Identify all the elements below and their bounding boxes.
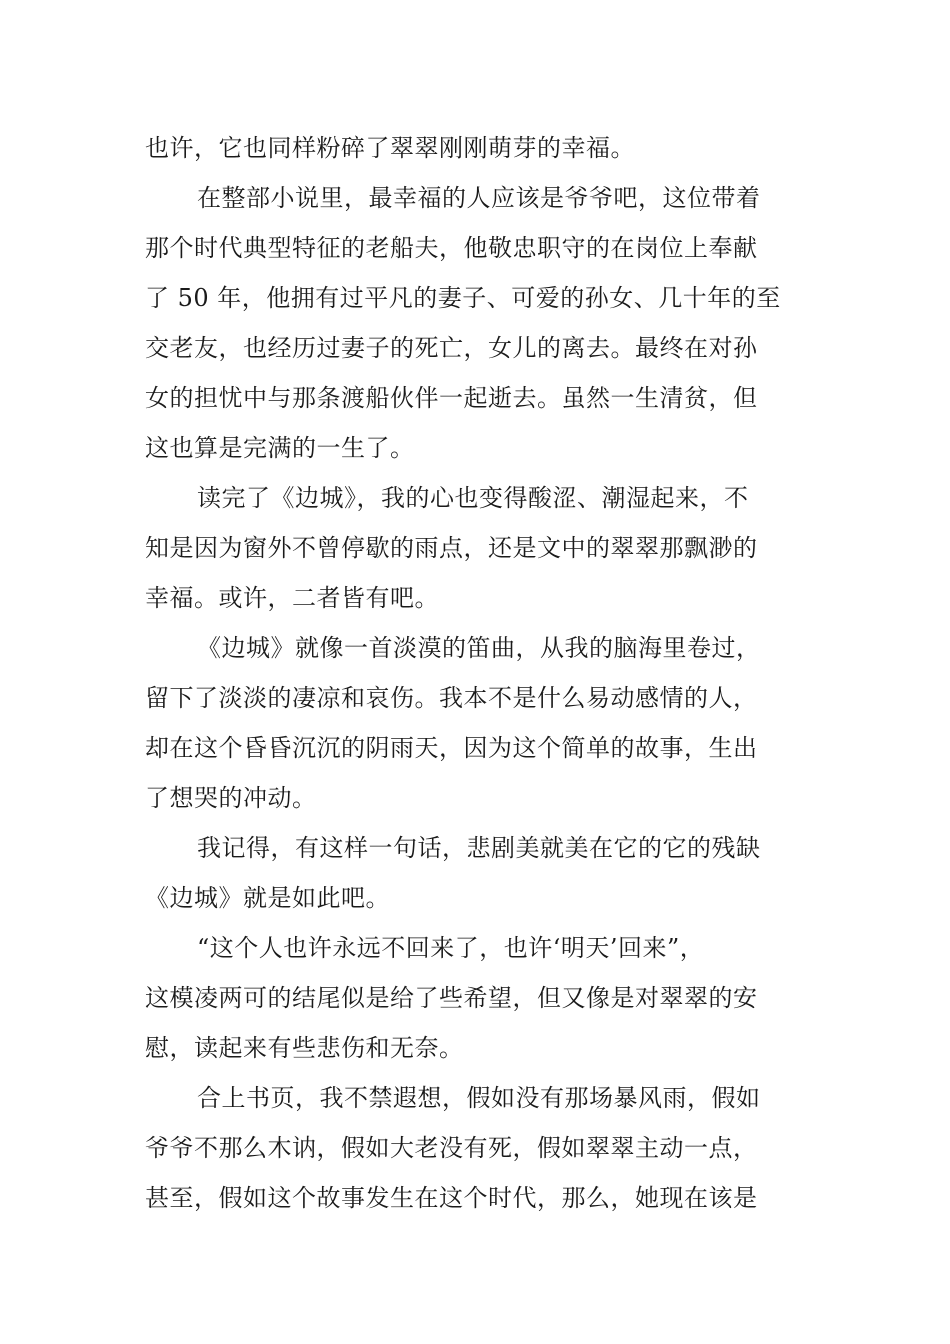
text-line: 女的担忧中与那条渡船伙伴一起逝去。虽然一生清贫，但 (145, 384, 758, 412)
text-line: 却在这个昏昏沉沉的阴雨天，因为这个简单的故事，生出 (145, 734, 758, 762)
text-line: 也许，它也同样粉碎了翠翠刚刚萌芽的幸福。 (145, 134, 635, 162)
text-line: 甚至，假如这个故事发生在这个时代，那么，她现在该是 (145, 1184, 758, 1212)
paragraph-first-line: “这个人也许永远不回来了，也许‘明天’回来”， (197, 934, 705, 962)
text-line: 慰，读起来有些悲伤和无奈。 (145, 1034, 464, 1062)
text-line: 知是因为窗外不曾停歇的雨点，还是文中的翠翠那飘渺的 (145, 534, 758, 562)
text-line: 这也算是完满的一生了。 (145, 434, 415, 462)
text-line: 交老友，也经历过妻子的死亡，女儿的离去。最终在对孙 (145, 334, 758, 362)
paragraph-first-line: 《边城》就像一首淡漠的笛曲，从我的脑海里卷过， (197, 634, 761, 662)
paragraph-first-line: 在整部小说里，最幸福的人应该是爷爷吧，这位带着 (197, 184, 761, 212)
paragraph-first-line: 我记得，有这样一句话，悲剧美就美在它的它的残缺 (197, 834, 761, 862)
text-line: 《边城》就是如此吧。 (145, 884, 390, 912)
paragraph-first-line: 读完了《边城》，我的心也变得酸涩、潮湿起来，不 (197, 484, 749, 512)
paragraph-first-line: 合上书页，我不禁遐想，假如没有那场暴风雨，假如 (197, 1084, 761, 1112)
text-line: 了想哭的冲动。 (145, 784, 317, 812)
text-line: 那个时代典型特征的老船夫，他敬忠职守的在岗位上奉献 (145, 234, 758, 262)
text-line: 了 50 年，他拥有过平凡的妻子、可爱的孙女、几十年的至 (145, 284, 781, 312)
text-line: 留下了淡淡的凄凉和哀伤。我本不是什么易动感情的人， (145, 684, 758, 712)
text-line: 这模凌两可的结尾似是给了些希望，但又像是对翠翠的安 (145, 984, 758, 1012)
text-line: 爷爷不那么木讷，假如大老没有死，假如翠翠主动一点， (145, 1134, 758, 1162)
text-line: 幸福。或许，二者皆有吧。 (145, 584, 439, 612)
